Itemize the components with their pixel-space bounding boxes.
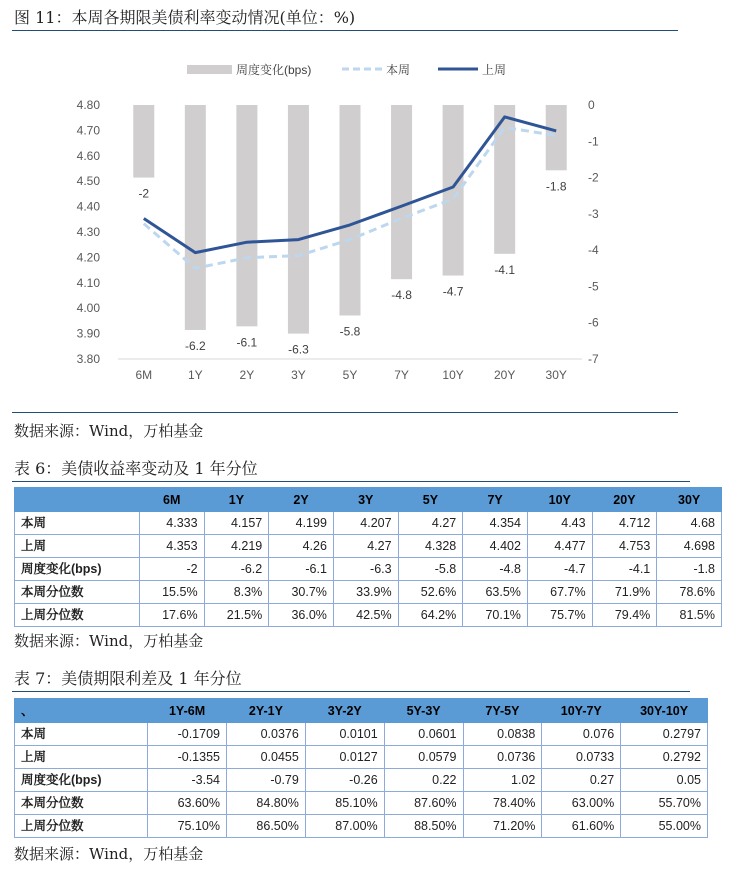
y-right-tick-label: -6 bbox=[588, 315, 599, 330]
table-cell: 0.0601 bbox=[384, 723, 463, 746]
table-cell: 0.0101 bbox=[305, 723, 384, 746]
table-cell: 88.50% bbox=[384, 815, 463, 838]
table-row bbox=[15, 558, 722, 581]
bar-data-label: -6.3 bbox=[288, 342, 309, 357]
row-label: 本周分位数 bbox=[15, 792, 148, 815]
bar-data-label: -4.1 bbox=[494, 262, 516, 277]
table-cell: 4.27 bbox=[398, 512, 463, 535]
table-cell: -4.1 bbox=[592, 558, 657, 581]
bar-weekly-change bbox=[340, 105, 361, 315]
table-header-cell: 20Y bbox=[592, 488, 657, 512]
table-cell: 0.0736 bbox=[463, 746, 542, 769]
table-cell: 63.00% bbox=[542, 792, 621, 815]
table-cell: 33.9% bbox=[333, 581, 398, 604]
legend-label-last-week: 上周 bbox=[482, 63, 507, 77]
table-cell: 8.3% bbox=[204, 581, 269, 604]
table-cell: -5.8 bbox=[398, 558, 463, 581]
table-cell: 4.712 bbox=[592, 512, 657, 535]
table-cell: 75.7% bbox=[527, 604, 592, 627]
table-cell: 61.60% bbox=[542, 815, 621, 838]
table-cell: 1.02 bbox=[463, 769, 542, 792]
y-right-tick-label: -4 bbox=[588, 243, 599, 258]
table-cell: 0.2797 bbox=[621, 723, 708, 746]
table-header-cell: 30Y-10Y bbox=[621, 699, 708, 723]
y-left-tick-label: 4.60 bbox=[76, 148, 100, 163]
figure-caption: 图 11：本周各期限美债利率变动情况(单位：%) bbox=[14, 8, 356, 27]
table-header-cell: 6M bbox=[139, 488, 204, 512]
table-cell: 4.328 bbox=[398, 535, 463, 558]
table-cell: 0.05 bbox=[621, 769, 708, 792]
bar-data-label: -4.7 bbox=[442, 284, 464, 299]
table-header-cell: 2Y-1Y bbox=[226, 699, 305, 723]
table-header-cell: 7Y-5Y bbox=[463, 699, 542, 723]
table-cell: -0.79 bbox=[226, 769, 305, 792]
y-left-tick-label: 4.20 bbox=[76, 250, 100, 265]
y-right-tick-label: -5 bbox=[588, 279, 599, 294]
table-cell: 0.0455 bbox=[226, 746, 305, 769]
table-cell: -6.3 bbox=[333, 558, 398, 581]
table-cell: 84.80% bbox=[226, 792, 305, 815]
table6-source: 数据来源：Wind，万柏基金 bbox=[14, 632, 204, 650]
table-cell: 4.753 bbox=[592, 535, 657, 558]
x-tick-label: 20Y bbox=[493, 368, 516, 382]
table-cell: -0.26 bbox=[305, 769, 384, 792]
table-cell: 4.353 bbox=[139, 535, 204, 558]
table-cell: 15.5% bbox=[139, 581, 204, 604]
table7-caption-rule bbox=[12, 691, 690, 692]
table-cell: -2 bbox=[139, 558, 204, 581]
bar-data-label: -6.1 bbox=[236, 335, 258, 350]
table-cell: 86.50% bbox=[226, 815, 305, 838]
table-cell: 67.7% bbox=[527, 581, 592, 604]
table-cell: 63.60% bbox=[148, 792, 227, 815]
table-header-cell: 10Y bbox=[527, 488, 592, 512]
table-header-cell: 5Y-3Y bbox=[384, 699, 463, 723]
table-cell: 0.0579 bbox=[384, 746, 463, 769]
y-left-tick-label: 3.80 bbox=[76, 352, 100, 366]
table-cell: 71.9% bbox=[592, 581, 657, 604]
table-header-cell: 30Y bbox=[657, 488, 722, 512]
x-tick-label: 10Y bbox=[442, 368, 464, 382]
table-cell: 30.7% bbox=[269, 581, 334, 604]
table-row bbox=[15, 769, 708, 792]
y-right-tick-label: -1 bbox=[588, 134, 599, 149]
row-label: 上周分位数 bbox=[15, 604, 140, 627]
table-cell: 75.10% bbox=[148, 815, 227, 838]
y-left-tick-label: 3.90 bbox=[76, 326, 100, 341]
bar-data-label: -2 bbox=[138, 186, 150, 201]
table-header-cell: 5Y bbox=[398, 488, 463, 512]
table-cell: -4.7 bbox=[527, 558, 592, 581]
table-row bbox=[15, 604, 722, 627]
bar-data-label: -1.8 bbox=[545, 179, 567, 194]
table-cell: -3.54 bbox=[148, 769, 227, 792]
row-label: 周度变化(bps) bbox=[15, 558, 140, 581]
table-cell: 0.076 bbox=[542, 723, 621, 746]
table-header-cell: 10Y-7Y bbox=[542, 699, 621, 723]
table-cell: 55.70% bbox=[621, 792, 708, 815]
table-cell: 55.00% bbox=[621, 815, 708, 838]
table-row bbox=[15, 723, 708, 746]
y-left-tick-label: 4.00 bbox=[76, 301, 100, 316]
table-cell: 0.0376 bbox=[226, 723, 305, 746]
table-cell: 36.0% bbox=[269, 604, 334, 627]
table-cell: 4.68 bbox=[657, 512, 722, 535]
table6-caption-rule bbox=[12, 481, 690, 482]
table-header-cell: 7Y bbox=[463, 488, 528, 512]
table-cell: 71.20% bbox=[463, 815, 542, 838]
table7-source: 数据来源：Wind，万柏基金 bbox=[14, 845, 204, 863]
row-label: 上周分位数 bbox=[15, 815, 148, 838]
table-row bbox=[15, 792, 708, 815]
x-tick-label: 30Y bbox=[545, 368, 567, 382]
table-cell: -4.8 bbox=[463, 558, 528, 581]
table-cell: 78.6% bbox=[657, 581, 722, 604]
table-cell: 17.6% bbox=[139, 604, 204, 627]
y-right-tick-label: -3 bbox=[588, 206, 599, 221]
y-left-tick-label: 4.50 bbox=[76, 174, 100, 189]
y-left-tick-label: 4.10 bbox=[76, 275, 100, 290]
table-cell: 42.5% bbox=[333, 604, 398, 627]
table-cell: -6.2 bbox=[204, 558, 269, 581]
bar-data-label: -5.8 bbox=[339, 324, 361, 339]
yield-change-chart bbox=[14, 40, 674, 400]
legend-label-bar: 周度变化(bps) bbox=[236, 63, 312, 77]
table-header-cell: 3Y-2Y bbox=[305, 699, 384, 723]
bar-data-label: -4.8 bbox=[391, 288, 412, 303]
row-label: 本周分位数 bbox=[15, 581, 140, 604]
legend-swatch-bar bbox=[187, 65, 232, 74]
table-cell: 4.477 bbox=[527, 535, 592, 558]
legend-label-this-week: 本周 bbox=[386, 63, 411, 77]
figure-bottom-rule bbox=[12, 412, 678, 413]
table-cell: 63.5% bbox=[463, 581, 528, 604]
table-cell: 4.354 bbox=[463, 512, 528, 535]
figure-source: 数据来源：Wind，万柏基金 bbox=[14, 422, 204, 440]
table-header-cell: 1Y-6M bbox=[148, 699, 227, 723]
table-cell: -1.8 bbox=[657, 558, 722, 581]
row-label: 上周 bbox=[15, 746, 148, 769]
x-tick-label: 1Y bbox=[187, 368, 203, 382]
x-tick-label: 2Y bbox=[239, 368, 255, 382]
table-cell: -0.1355 bbox=[148, 746, 227, 769]
table-cell: 0.27 bbox=[542, 769, 621, 792]
table-cell: 4.43 bbox=[527, 512, 592, 535]
table-header-cell: 1Y bbox=[204, 488, 269, 512]
table-cell: 87.60% bbox=[384, 792, 463, 815]
y-right-tick-label: -2 bbox=[588, 170, 599, 185]
table-cell: 70.1% bbox=[463, 604, 528, 627]
y-right-tick-label: 0 bbox=[588, 98, 595, 112]
bar-weekly-change bbox=[236, 105, 257, 326]
table-cell: 4.26 bbox=[269, 535, 334, 558]
table-cell: 0.0838 bbox=[463, 723, 542, 746]
table-cell: 0.22 bbox=[384, 769, 463, 792]
y-right-tick-label: -7 bbox=[588, 352, 599, 366]
table-cell: -6.1 bbox=[269, 558, 334, 581]
table-row bbox=[15, 815, 708, 838]
bar-weekly-change bbox=[133, 105, 154, 178]
y-left-tick-label: 4.30 bbox=[76, 225, 100, 239]
table-cell: 87.00% bbox=[305, 815, 384, 838]
row-label: 本周 bbox=[15, 723, 148, 746]
table-row bbox=[15, 581, 722, 604]
bar-data-label: -6.2 bbox=[184, 338, 206, 353]
table-cell: 4.402 bbox=[463, 535, 528, 558]
table-header-corner: 、 bbox=[15, 699, 148, 723]
table-cell: 85.10% bbox=[305, 792, 384, 815]
table-cell: 78.40% bbox=[463, 792, 542, 815]
x-tick-label: 3Y bbox=[291, 368, 306, 382]
spread-table bbox=[14, 698, 708, 838]
table-row bbox=[15, 512, 722, 535]
table6-caption: 表 6：美债收益率变动及 1 年分位 bbox=[14, 459, 258, 478]
table-cell: 21.5% bbox=[204, 604, 269, 627]
table-row bbox=[15, 746, 708, 769]
row-label: 上周 bbox=[15, 535, 140, 558]
table-header-row bbox=[15, 699, 708, 723]
table-cell: 4.27 bbox=[333, 535, 398, 558]
table7-caption: 表 7：美债期限利差及 1 年分位 bbox=[14, 669, 242, 688]
bar-weekly-change bbox=[288, 105, 309, 334]
table-cell: 0.0733 bbox=[542, 746, 621, 769]
table-cell: 0.0127 bbox=[305, 746, 384, 769]
table-cell: 4.157 bbox=[204, 512, 269, 535]
table-row bbox=[15, 535, 722, 558]
table-header-cell: 3Y bbox=[333, 488, 398, 512]
x-tick-label: 7Y bbox=[394, 368, 409, 382]
caption-rule bbox=[12, 30, 678, 31]
table-header-cell: 2Y bbox=[269, 488, 334, 512]
table-cell: -0.1709 bbox=[148, 723, 227, 746]
table-header-row bbox=[15, 488, 722, 512]
yield-table bbox=[14, 487, 722, 627]
table-cell: 81.5% bbox=[657, 604, 722, 627]
table-header-corner bbox=[15, 488, 140, 512]
row-label: 本周 bbox=[15, 512, 140, 535]
bar-weekly-change bbox=[185, 105, 206, 330]
y-left-tick-label: 4.80 bbox=[76, 98, 100, 112]
row-label: 周度变化(bps) bbox=[15, 769, 148, 792]
table-cell: 4.219 bbox=[204, 535, 269, 558]
table-cell: 52.6% bbox=[398, 581, 463, 604]
bar-weekly-change bbox=[546, 105, 567, 170]
y-left-tick-label: 4.40 bbox=[76, 199, 100, 214]
table-cell: 4.333 bbox=[139, 512, 204, 535]
x-tick-label: 6M bbox=[135, 368, 153, 382]
table-cell: 4.207 bbox=[333, 512, 398, 535]
y-left-tick-label: 4.70 bbox=[76, 123, 100, 138]
table-cell: 4.698 bbox=[657, 535, 722, 558]
bar-weekly-change bbox=[391, 105, 412, 279]
table-cell: 4.199 bbox=[269, 512, 334, 535]
x-tick-label: 5Y bbox=[342, 368, 358, 382]
table-cell: 79.4% bbox=[592, 604, 657, 627]
table-cell: 64.2% bbox=[398, 604, 463, 627]
table-cell: 0.2792 bbox=[621, 746, 708, 769]
